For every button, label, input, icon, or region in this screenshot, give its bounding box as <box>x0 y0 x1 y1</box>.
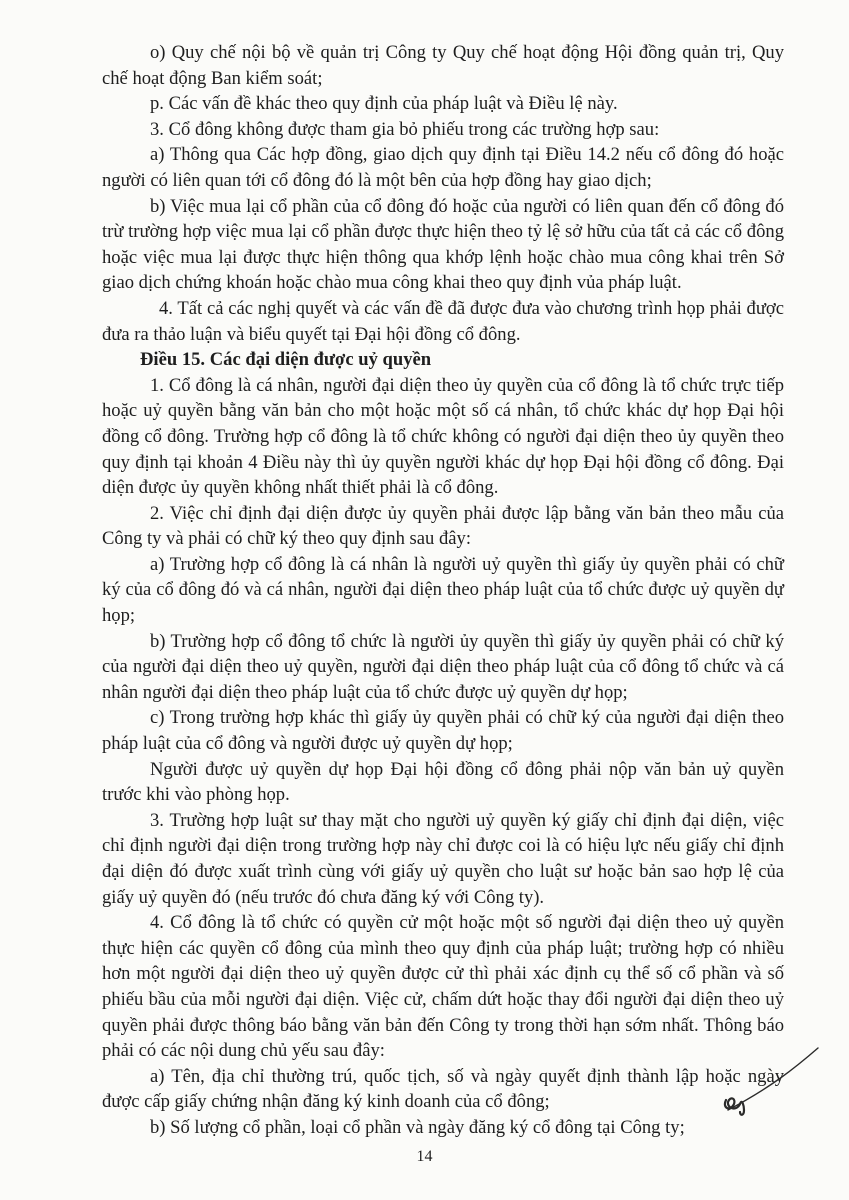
article-heading: Điều 15. Các đại diện được uỷ quyền <box>140 349 432 371</box>
paragraph-clause-4: 4. Tất cả các nghị quyết và các vấn đề đã được đưa vào chương trình họp phải được đưa ra thảo luận và biểu quyết tại Đại hội đồng cổ đông. <box>102 297 784 345</box>
article-paragraph-2: 2. Việc chỉ định đại diện được ủy quyền phải được lập bằng văn bản theo mẫu của Công ty và phải có chữ ký theo quy định sau đây: <box>102 502 784 550</box>
document-body <box>102 40 784 1141</box>
article-paragraph-1: 1. Cổ đông là cá nhân, người đại diện theo ủy quyền của cổ đông là tổ chức trực tiếp hoặc uỷ quyền bằng văn bản cho một hoặc một số cá nhân, tổ chức khác dự họp Đại hội đồng cổ đông. Trường hợp cổ đông là tổ chức không có người đại diện theo ủy quyền theo quy định tại khoản 4 Điều này thì ủy quyền người khác dự họp Đại hội đồng cổ đông. Đại diện được ủy quyền không nhất thiết phải là cổ đông. <box>102 374 784 499</box>
article-paragraph-3: 3. Trường hợp luật sư thay mặt cho người uỷ quyền ký giấy chỉ định đại diện, việc chỉ định người đại diện trong trường hợp này chỉ được coi là có hiệu lực nếu giấy chỉ định đại diện đó được xuất trình cùng với giấy uỷ quyền cho luật sư hoặc bản sao hợp lệ của giấy uỷ quyền đó (nếu trước đó chưa đăng ký với Công ty). <box>102 809 784 908</box>
paragraph-item-a: a) Thông qua Các hợp đồng, giao dịch quy định tại Điều 14.2 nếu cổ đông đó hoặc người có liên quan tới cổ đông đó là một bên của hợp đồng hay giao dịch; <box>102 144 784 191</box>
paragraph-item-p: p. Các vấn đề khác theo quy định của pháp luật và Điều lệ này. <box>150 93 618 115</box>
article-paragraph-2b: b) Trường hợp cổ đông tổ chức là người ủy quyền thì giấy ủy quyền phải có chữ ký của người đại diện theo uỷ quyền, người đại diện theo pháp luật của cổ đông tổ chức và cá nhân người đại diện theo pháp luật của tổ chức được uỷ quyền dự họp; <box>102 630 784 703</box>
article-paragraph-4b: b) Số lượng cổ phần, loại cổ phần và ngày đăng ký cổ đông tại Công ty; <box>150 1116 685 1138</box>
article-paragraph-2c: c) Trong trường hợp khác thì giấy ủy quyền phải có chữ ký của người đại diện theo pháp luật của cổ đông và người được uỷ quyền dự họp; <box>102 707 784 755</box>
article-paragraph-4: 4. Cổ đông là tổ chức có quyền cử một hoặc một số người đại diện theo uỷ quyền thực hiện các quyền cổ đông của mình theo quy định của pháp luật; trường hợp có nhiều hơn một người đại diện theo uỷ quyền được cử thì phải xác định cụ thể số cổ phần và số phiếu bầu của mỗi người đại diện. Việc cử, chấm dứt hoặc thay đổi người đại diện theo uỷ quyền phải được thông báo bằng văn bản đến Công ty trong thời hạn sớm nhất. Thông báo phải có các nội dung chủ yếu sau đây: <box>102 912 784 1062</box>
article-paragraph-note: Người được uỷ quyền dự họp Đại hội đồng cổ đông phải nộp văn bản uỷ quyền trước khi vào phòng họp. <box>102 758 784 806</box>
article-paragraph-2a: a) Trường hợp cổ đông là cá nhân là người uỷ quyền thì giấy ủy quyền phải có chữ ký của cổ đông đó và cá nhân, người đại diện theo pháp luật của tổ chức được uỷ quyền dự họp; <box>102 553 784 627</box>
initials-signature <box>700 1046 820 1116</box>
paragraph-clause-3: 3. Cổ đông không được tham gia bỏ phiếu trong các trường hợp sau: <box>150 118 660 140</box>
paragraph-item-o: o) Quy chế nội bộ về quản trị Công ty Quy chế hoạt động Hội đồng quản trị, Quy chế hoạt động Ban kiểm soát; <box>102 42 784 89</box>
page-number: 14 <box>416 1148 433 1165</box>
article-paragraph-4a: a) Tên, địa chỉ thường trú, quốc tịch, số và ngày quyết định thành lập hoặc ngày được cấp giấy chứng nhận đăng ký kinh doanh của cổ đông; <box>102 1065 784 1113</box>
paragraph-item-b: b) Việc mua lại cổ phần của cổ đông đó hoặc của người có liên quan đến cổ đông đó trừ trường hợp việc mua lại cổ phần được thực hiện theo tỷ lệ sở hữu của tất cả các cổ đông hoặc việc mua lại được thực hiện thông qua khớp lệnh hoặc chào mua công khai trên Sở giao dịch chứng khoán hoặc chào mua công khai theo quy định vủa pháp luật. <box>102 195 784 294</box>
